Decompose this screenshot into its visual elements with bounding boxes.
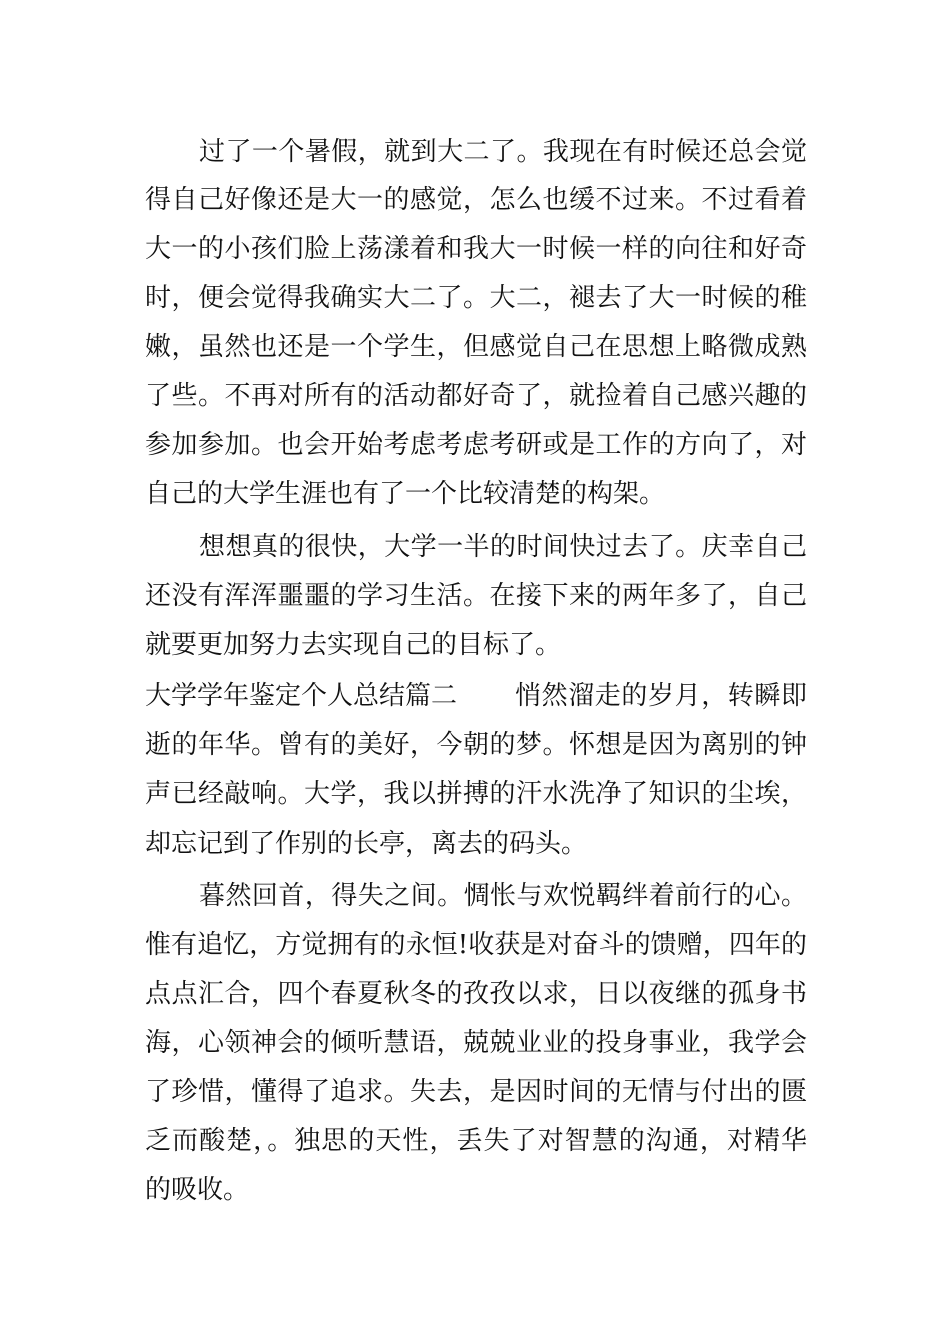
paragraph-line: 自己的大学生涯也有了一个比较清楚的构架。 (145, 479, 666, 509)
paragraph-line: 得自己好像还是大一的感觉，怎么也缓不过来。不过看着 (145, 185, 807, 215)
paragraph-line: 参加参加。也会开始考虑考虑考研或是工作的方向了，对 (145, 430, 807, 460)
paragraph-line: 过了一个暑假，就到大二了。我现在有时候还总会觉 (199, 137, 807, 167)
paragraph-line: 暮然回首，得失之间。惆怅与欢悦羁绊着前行的心。 (199, 881, 807, 911)
paragraph-line: 乏而酸楚，。独思的天性，丢失了对智慧的沟通，对精华 (145, 1126, 807, 1156)
paragraph-line: 大一的小孩们脸上荡漾着和我大一时候一样的向往和好奇 (145, 234, 807, 264)
paragraph-line: 却忘记到了作别的长亭，离去的码头。 (145, 829, 588, 859)
paragraph-line: 还没有浑浑噩噩的学习生活。在接下来的两年多了，自己 (145, 581, 807, 611)
paragraph-line: 了些。不再对所有的活动都好奇了，就捡着自己感兴趣的 (145, 381, 807, 411)
paragraph-line: 海，心领神会的倾听慧语，兢兢业业的投身事业，我学会 (145, 1028, 807, 1058)
paragraph-line: 就要更加努力去实现自己的目标了。 (145, 630, 562, 660)
paragraph-line: 想想真的很快，大学一半的时间快过去了。庆幸自己 (199, 532, 807, 562)
paragraph-line: 了珍惜，懂得了追求。失去，是因时间的无情与付出的匮 (145, 1077, 807, 1107)
paragraph-line: 嫩，虽然也还是一个学生，但感觉自己在思想上略微成熟 (145, 332, 807, 362)
section-heading-row (145, 676, 807, 716)
paragraph-line: 惟有追忆，方觉拥有的永恒!收获是对奋斗的馈赠，四年的 (145, 930, 807, 960)
paragraph-line: 悄然溜走的岁月，转瞬即 (515, 681, 807, 711)
paragraph-line: 点点汇合，四个春夏秋冬的孜孜以求，日以夜继的孤身书 (145, 979, 807, 1009)
section-heading: 大学学年鉴定个人总结篇二 (145, 681, 458, 711)
paragraph-line: 时，便会觉得我确实大二了。大二，褪去了大一时候的稚 (145, 283, 807, 313)
paragraph-line: 声已经敲响。大学，我以拼搏的汗水洗净了知识的尘埃， (145, 779, 807, 809)
paragraph-line: 的吸收。 (145, 1175, 250, 1205)
paragraph-line: 逝的年华。曾有的美好，今朝的梦。怀想是因为离别的钟 (145, 730, 807, 760)
